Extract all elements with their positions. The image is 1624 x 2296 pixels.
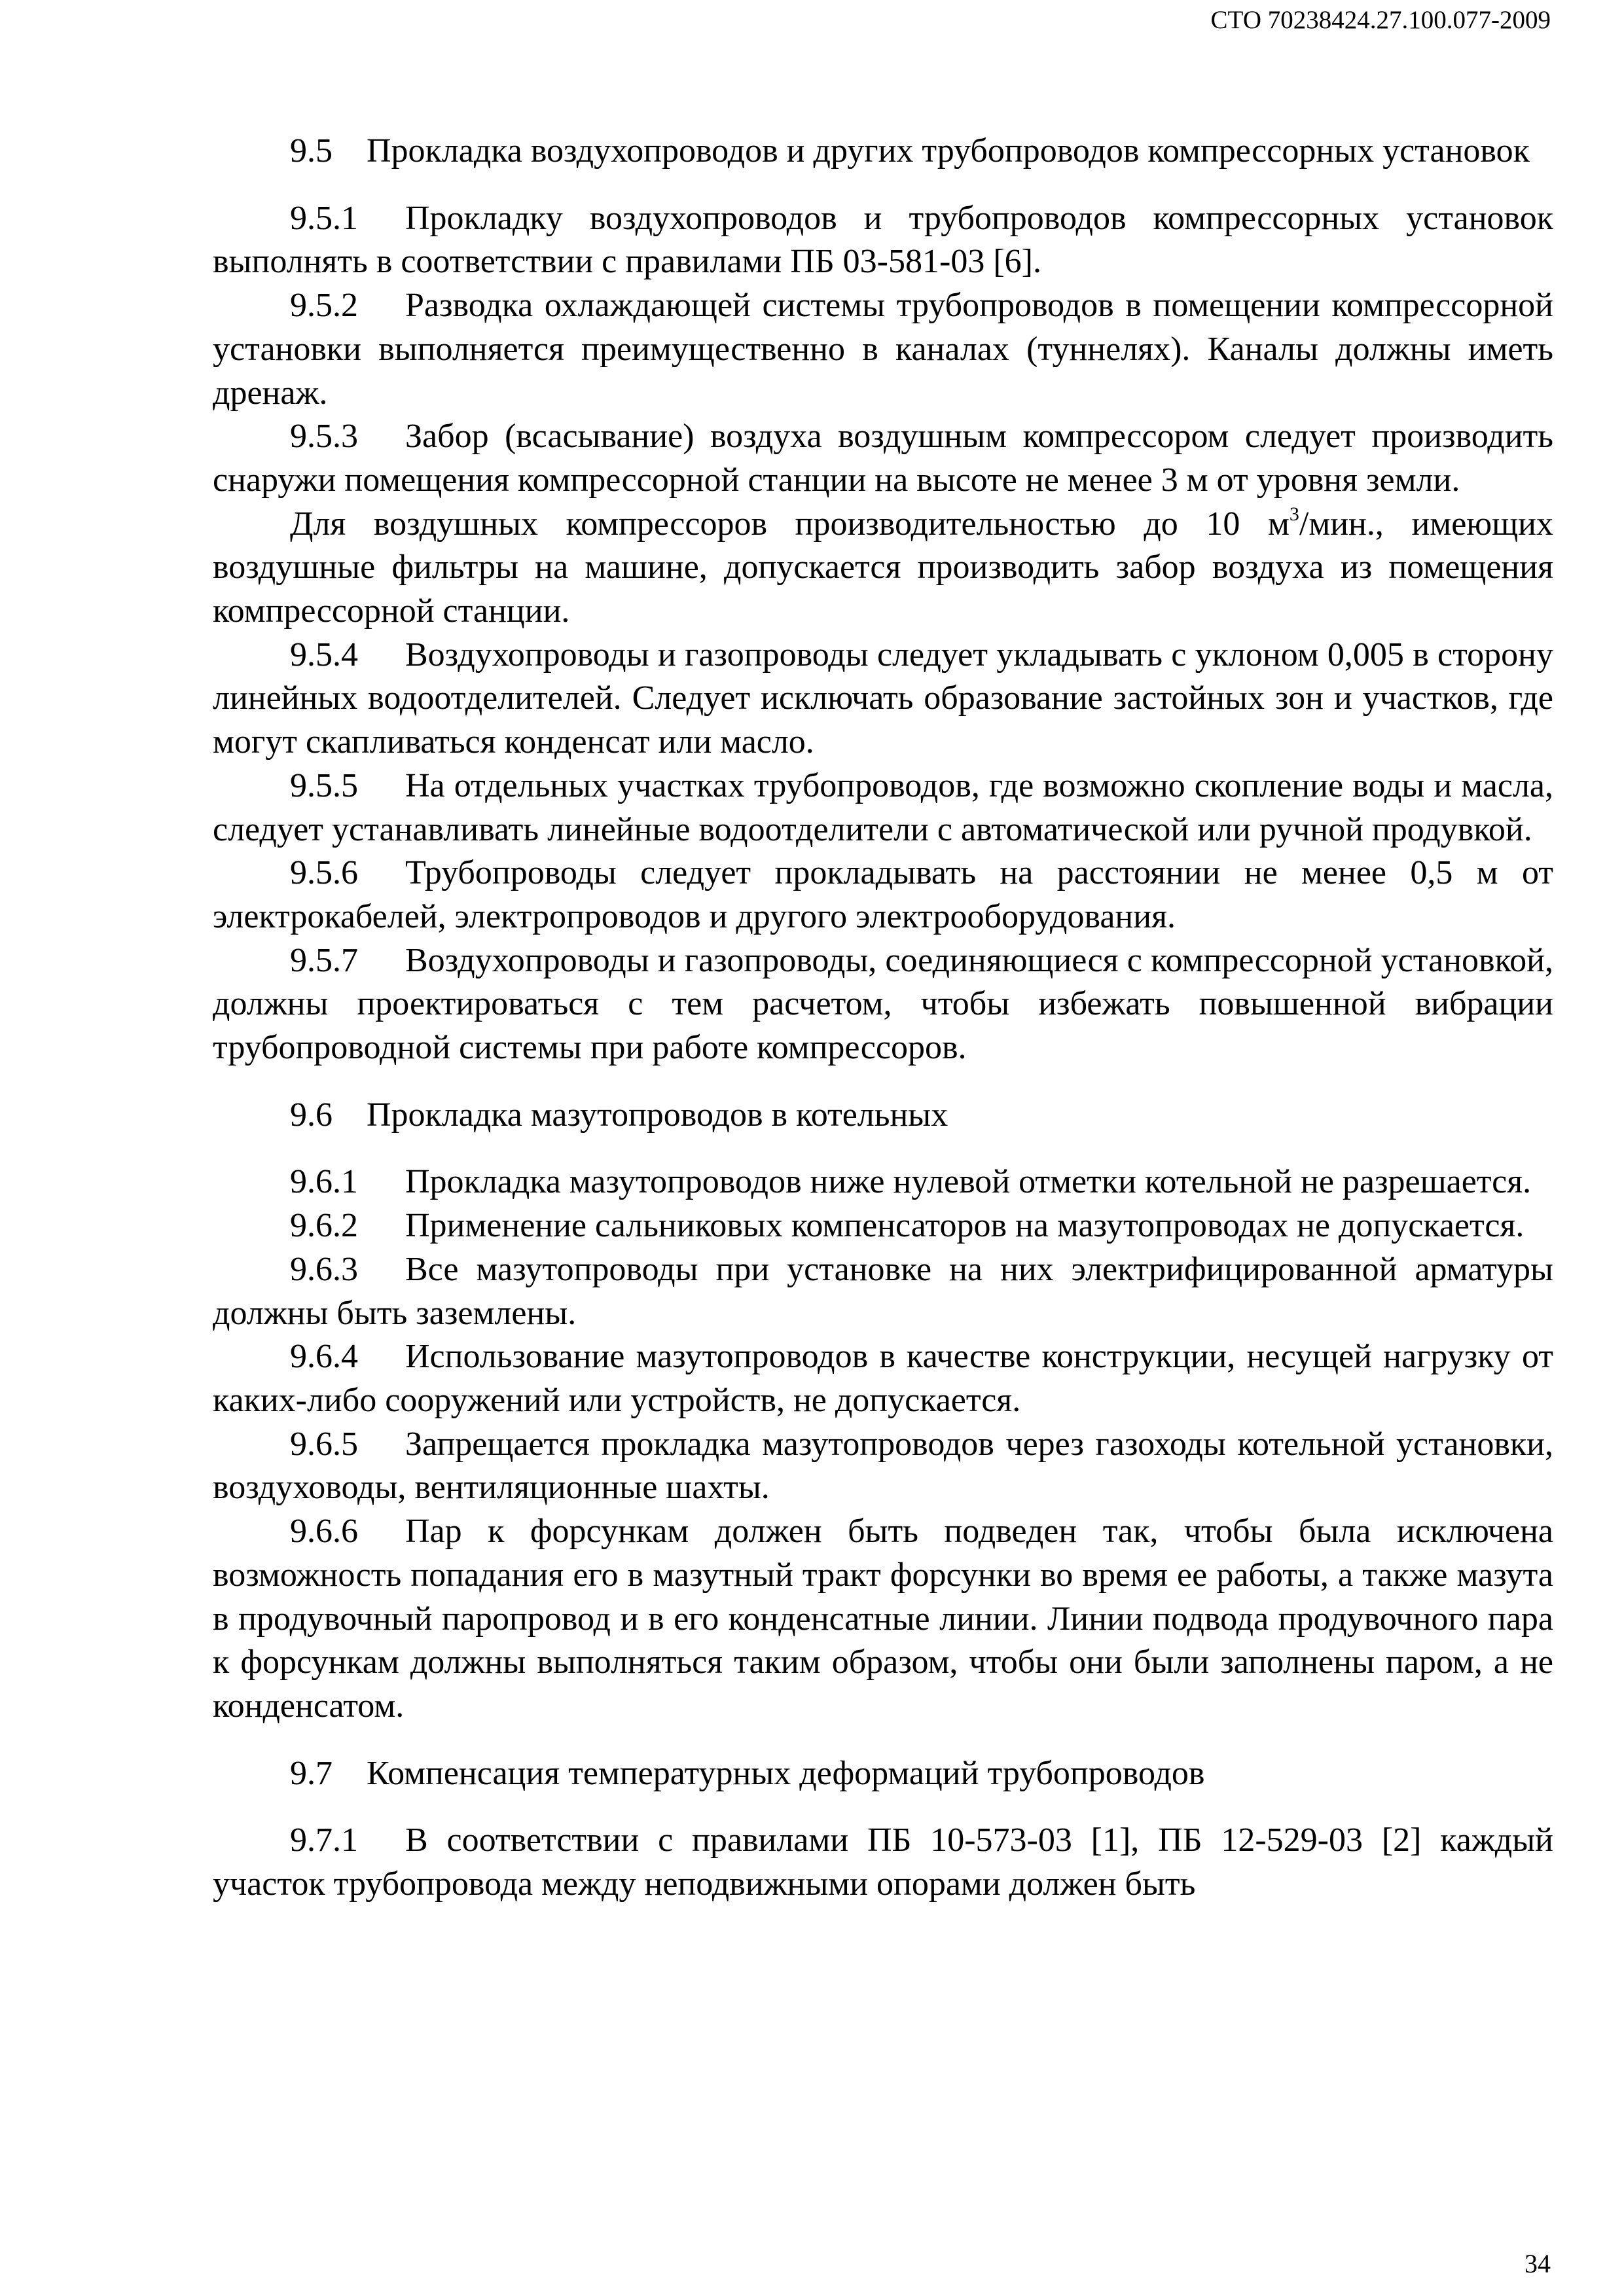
clause-9-5-6 bbox=[213, 852, 1553, 939]
clause-text: Использование мазутопроводов в качестве конструкции, несущей нагрузку от каких-либо сооружений или устройств, не допускается. bbox=[213, 1338, 1553, 1419]
clause-9-6-5 bbox=[213, 1423, 1553, 1510]
clause-number: 9.6.1 bbox=[290, 1163, 358, 1201]
clause-9-7-1 bbox=[213, 1819, 1553, 1906]
clause-9-6-1 bbox=[213, 1160, 1553, 1204]
clause-number: 9.6.5 bbox=[290, 1425, 358, 1463]
clause-number: 9.5.6 bbox=[290, 854, 358, 892]
clause-number: 9.5.4 bbox=[290, 636, 358, 673]
clause-9-6-6 bbox=[213, 1510, 1553, 1729]
page-content bbox=[213, 130, 1553, 1907]
paragraph-text: /мин., имеющих воздушные фильтры на машине, допускается производить забор воздуха из помещения компрессорной станции. bbox=[213, 505, 1554, 630]
clause-text: Запрещается прокладка мазутопроводов через газоходы котельной установки, воздуховоды, вентиляционные шахты. bbox=[213, 1425, 1553, 1507]
clause-text: Трубопроводы следует прокладывать на расстоянии не менее 0,5 м от электрокабелей, электропроводов и другого электрооборудования. bbox=[213, 854, 1553, 935]
clause-text: Все мазутопроводы при установке на них электрифицированной арматуры должны быть заземлены. bbox=[213, 1250, 1553, 1332]
clause-text: Забор (всасывание) воздуха воздушным компрессором следует производить снаружи помещения компрессорной станции на высоте не менее 3 м от уровня земли. bbox=[213, 418, 1553, 499]
clause-number: 9.6.4 bbox=[290, 1338, 358, 1376]
clause-number: 9.5.7 bbox=[290, 941, 358, 979]
clause-text: Воздухопроводы и газопроводы следует укладывать с уклоном 0,005 в сторону линейных водоотделителей. Следует исключать образование застойных зон и участков, где могут скапливаться конденсат или масло. bbox=[213, 636, 1553, 761]
clause-9-6-3 bbox=[213, 1248, 1553, 1335]
section-number: 9.7 bbox=[290, 1754, 333, 1792]
clause-text: Разводка охлаждающей системы трубопроводов в помещении компрессорной установки выполняется преимущественно в каналах (туннелях). Каналы должны иметь дренаж. bbox=[213, 287, 1553, 412]
clause-text: Пар к форсункам должен быть подведен так, чтобы была исключена возможность попадания его в мазутный тракт форсунки во время ее работы, а также мазута в продувочный паропровод и в его конденсатные линии. Линии подвода продувочного пара к форсункам должны выполняться таким образом, чтобы они были заполнены паром, а не конденсатом. bbox=[213, 1513, 1553, 1725]
clause-9-5-4 bbox=[213, 634, 1553, 764]
section-heading-9-5 bbox=[213, 130, 1553, 173]
clause-9-5-2 bbox=[213, 284, 1553, 415]
section-heading-9-6 bbox=[213, 1094, 1553, 1138]
clause-number: 9.6.3 bbox=[290, 1250, 358, 1288]
document-code-header: СТО 70238424.27.100.077-2009 bbox=[1210, 6, 1551, 34]
section-title: Прокладка мазутопроводов в котельных bbox=[367, 1096, 948, 1134]
superscript-exponent: 3 bbox=[1289, 503, 1299, 525]
clause-number: 9.5.2 bbox=[290, 287, 358, 325]
clause-9-5-5 bbox=[213, 764, 1553, 852]
section-number: 9.6 bbox=[290, 1096, 333, 1134]
clause-9-5-1 bbox=[213, 197, 1553, 284]
clause-9-6-2 bbox=[213, 1204, 1553, 1248]
clause-number: 9.6.2 bbox=[290, 1207, 358, 1245]
clause-number: 9.5.5 bbox=[290, 766, 358, 804]
section-heading-9-7 bbox=[213, 1752, 1553, 1796]
clause-9-5-7 bbox=[213, 939, 1553, 1070]
clause-text: Воздухопроводы и газопроводы, соединяющиеся с компрессорной установкой, должны проектироваться с тем расчетом, чтобы избежать повышенной вибрации трубопроводной системы при работе компрессоров. bbox=[213, 941, 1553, 1067]
clause-9-5-3-continuation bbox=[213, 503, 1553, 634]
clause-number: 9.6.6 bbox=[290, 1513, 358, 1551]
clause-9-6-4 bbox=[213, 1335, 1553, 1422]
paragraph-text: Для воздушных компрессоров производительностью до 10 м bbox=[290, 505, 1290, 543]
clause-text: Применение сальниковых компенсаторов на мазутопроводах не допускается. bbox=[405, 1207, 1525, 1245]
clause-number: 9.7.1 bbox=[290, 1821, 358, 1859]
clause-text: Прокладку воздухопроводов и трубопроводов компрессорных установок выполнять в соответствии с правилами ПБ 03-581-03 [6]. bbox=[213, 199, 1553, 281]
section-number: 9.5 bbox=[290, 132, 333, 170]
clause-number: 9.5.1 bbox=[290, 199, 358, 237]
clause-text: Прокладка мазутопроводов ниже нулевой отметки котельной не разрешается. bbox=[405, 1163, 1532, 1201]
page-number: 34 bbox=[1525, 2249, 1551, 2278]
clause-9-5-3 bbox=[213, 415, 1553, 502]
clause-text: В соответствии с правилами ПБ 10-573-03 [1], ПБ 12-529-03 [2] каждый участок трубопровода между неподвижными опорами должен быть bbox=[213, 1821, 1553, 1903]
section-title: Компенсация температурных деформаций трубопроводов bbox=[367, 1754, 1205, 1792]
clause-number: 9.5.3 bbox=[290, 418, 358, 456]
section-title: Прокладка воздухопроводов и других трубопроводов компрессорных установок bbox=[367, 132, 1530, 170]
clause-text: На отдельных участках трубопроводов, где возможно скопление воды и масла, следует устанавливать линейные водоотделители с автоматической или ручной продувкой. bbox=[213, 766, 1553, 848]
